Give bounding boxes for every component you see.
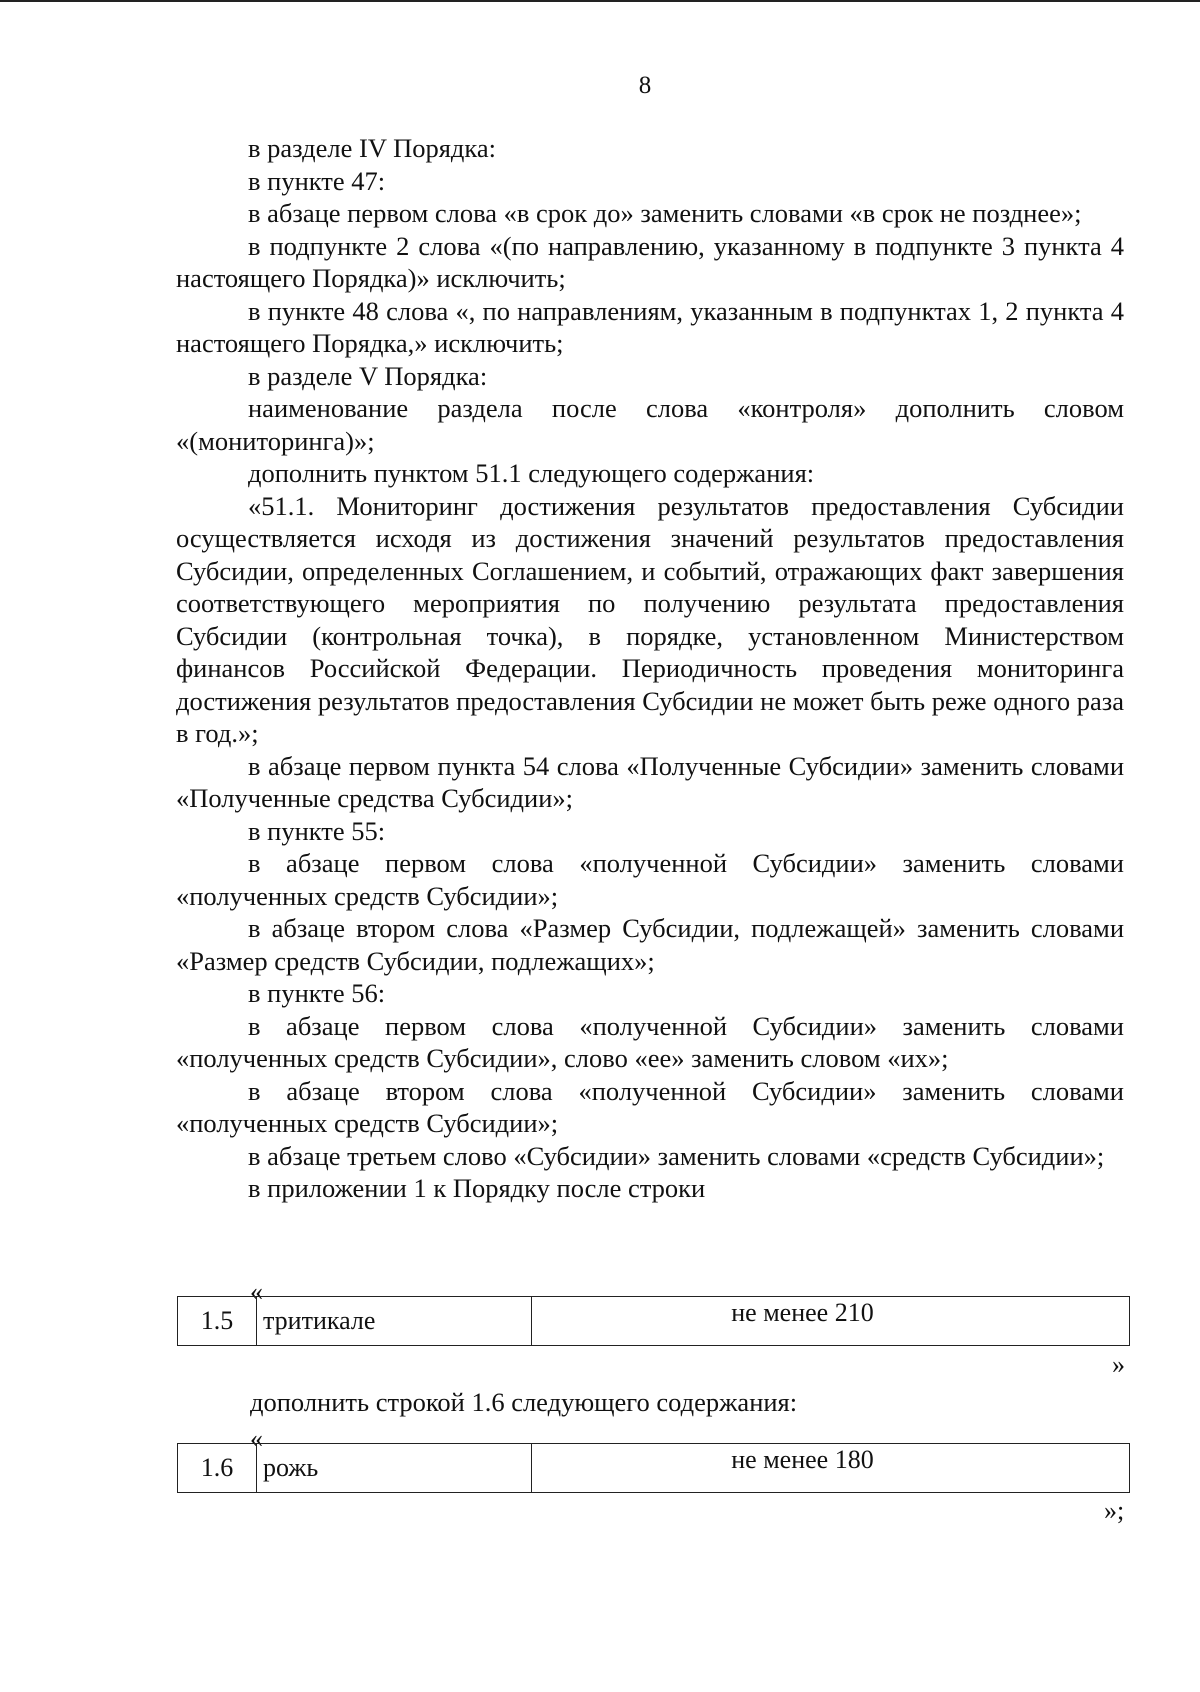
paragraph: «51.1. Мониторинг достижения результатов предоставления Субсидии осуществляется исходя из достижения значений результатов предоставления Субсидии, определенных Соглашением, и событий, отражающих факт завершения соответствующего мероприятия по получению результата предоставления Субсидии (контрольная точка), в порядке, установленном Министерством финансов Российской Федерации. Периодичность проведения мониторинга достижения результатов предоставления Субсидии не может быть реже одного раза в год.»; <box>176 490 1124 748</box>
table2-open-quote: « <box>250 1424 263 1453</box>
table2-value-cell <box>532 1444 1130 1493</box>
paragraph: в абзаце первом слова «в срок до» заменить словами «в срок не позднее»; <box>248 198 1082 228</box>
table-row <box>178 1444 1130 1493</box>
table2-crop-name: рожь <box>257 1444 532 1493</box>
table1-row-number: 1.5 <box>178 1297 257 1346</box>
table1-value: не менее 210 <box>731 1298 874 1327</box>
paragraph: в разделе IV Порядка: <box>248 133 497 163</box>
paragraph: в абзаце втором слова «полученной Субсидии» заменить словами «полученных средств Субсидии»; <box>176 1075 1124 1138</box>
paragraph: наименование раздела после слова «контроля» дополнить словом «(мониторинга)»; <box>176 393 1124 456</box>
paragraph: в пункте 47: <box>248 165 386 196</box>
paragraph: в абзаце первом слова «полученной Субсидии» заменить словами «полученных средств Субсидии»; <box>176 848 1124 911</box>
table2-row-number: 1.6 <box>178 1444 257 1493</box>
paragraph: в пункте 56: <box>248 978 386 1008</box>
table2 <box>177 1443 1130 1493</box>
table1 <box>177 1296 1130 1346</box>
paragraph: в абзаце втором слова «Размер Субсидии, подлежащей» заменить словами «Размер средств Субсидии, подлежащих»; <box>176 913 1124 976</box>
top-border-line <box>0 0 1200 2</box>
table1-close-quote: » <box>1112 1350 1125 1379</box>
page-number: 8 <box>638 72 652 99</box>
table-row <box>178 1297 1130 1346</box>
table1-open-quote: « <box>250 1277 263 1306</box>
paragraph: дополнить пунктом 51.1 следующего содержания: <box>248 458 815 488</box>
table1-value-cell <box>532 1297 1130 1346</box>
table2-value: не менее 180 <box>731 1445 874 1474</box>
paragraph: в пункте 48 слова «, по направлениям, указанным в подпунктах 1, 2 пункта 4 настоящего Порядка,» исключить; <box>176 295 1124 358</box>
paragraph: в разделе V Порядка: <box>248 360 488 391</box>
paragraph: в подпункте 2 слова «(по направлению, указанному в подпункте 3 пункта 4 настоящего Порядка)» исключить; <box>176 230 1124 293</box>
document-body <box>176 132 1124 1205</box>
paragraph: в пункте 55: <box>248 815 386 846</box>
paragraph: в абзаце третьем слово «Субсидии» заменить словами «средств Субсидии»; <box>248 1140 1105 1171</box>
table2-close-quote: »; <box>1104 1496 1125 1525</box>
paragraph: в приложении 1 к Порядку после строки <box>248 1173 706 1203</box>
table1-crop-name: тритикале <box>257 1297 532 1346</box>
paragraph: в абзаце первом пункта 54 слова «Полученные Субсидии» заменить словами «Полученные средства Субсидии»; <box>176 750 1124 813</box>
paragraph: в абзаце первом слова «полученной Субсидии» заменить словами «полученных средств Субсидии», слово «ее» заменить словом «их»; <box>176 1010 1124 1073</box>
paragraph: дополнить строкой 1.6 следующего содержания: <box>250 1387 798 1417</box>
